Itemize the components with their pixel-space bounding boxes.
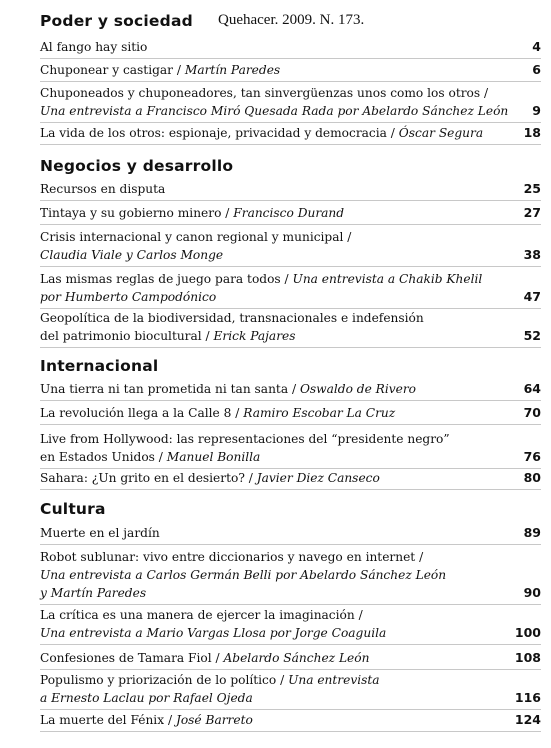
page-number: 80 (523, 470, 541, 485)
entry-author-text: Francisco Durand (233, 206, 345, 220)
toc-entry[interactable] (40, 548, 541, 602)
toc-entry[interactable] (40, 649, 541, 667)
entry-title-text: La muerte del Fénix / (40, 713, 176, 727)
section-title: Cultura (40, 500, 106, 518)
entry-divider (40, 604, 541, 605)
page-number: 47 (523, 289, 541, 304)
entry-line (40, 404, 541, 422)
entry-title-text: Recursos en disputa (40, 182, 166, 196)
entry-divider (40, 81, 541, 82)
entry-author-text: Javier Diez Canseco (256, 471, 380, 485)
entry-line (40, 102, 541, 120)
entry-line (40, 430, 541, 448)
entry-line (40, 524, 541, 542)
toc-entry[interactable] (40, 430, 541, 466)
entry-line (40, 671, 541, 689)
toc-entry[interactable] (40, 606, 541, 642)
entry-line (40, 624, 541, 642)
entry-title-text: Tintaya y su gobierno minero / (40, 206, 234, 220)
entry-line (40, 380, 541, 398)
toc-entry[interactable] (40, 524, 541, 542)
entry-line (40, 327, 541, 345)
entry-author-text: Claudia Viale y Carlos Monge (40, 248, 224, 262)
entry-divider (40, 544, 541, 545)
entry-divider (40, 669, 541, 670)
page-number: 124 (514, 712, 541, 727)
entry-line (40, 124, 541, 142)
entry-title-text: en Estados Unidos / (40, 450, 167, 464)
toc-entry[interactable] (40, 671, 541, 707)
section-title: Poder y sociedad (40, 12, 193, 30)
entry-line (40, 584, 541, 602)
entry-author-text: y Martín Paredes (40, 586, 147, 600)
toc-entry[interactable] (40, 380, 541, 398)
page-number: 6 (532, 62, 541, 77)
entry-line (40, 204, 541, 222)
section-title: Negocios y desarrollo (40, 157, 234, 175)
entry-title-text: Confesiones de Tamara Fiol / (40, 651, 224, 665)
entry-author-text: por Humberto Campodónico (40, 290, 217, 304)
entry-line (40, 309, 541, 327)
page-number: 38 (523, 247, 541, 262)
entry-divider (40, 731, 541, 732)
entry-author-text: Una entrevista a Carlos Germán Belli por Abelardo Sánchez León (40, 568, 447, 582)
entry-title-text: Las mismas reglas de juego para todos / (40, 272, 293, 286)
section-title: Internacional (40, 357, 159, 375)
toc-entry[interactable] (40, 38, 541, 56)
entry-divider (40, 347, 541, 348)
entry-author-text: Una entrevista (288, 673, 380, 687)
toc-entry[interactable] (40, 309, 541, 345)
page-number: 25 (523, 181, 541, 196)
entry-line (40, 270, 541, 288)
entry-author-text: Una entrevista a Mario Vargas Llosa por Jorge Coaguila (40, 626, 387, 640)
entry-title-text: La revolución llega a la Calle 8 / (40, 406, 244, 420)
page-number: 89 (523, 525, 541, 540)
entry-divider (40, 424, 541, 425)
page-number: 9 (532, 103, 541, 118)
page-number: 116 (514, 690, 541, 705)
entry-line (40, 566, 541, 584)
entry-line (40, 84, 541, 102)
entry-title-text: Robot sublunar: vivo entre diccionarios y navego en internet / (40, 550, 424, 564)
entry-author-text: Óscar Segura (398, 126, 484, 140)
entry-title-text: Muerte en el jardín (40, 526, 160, 540)
entry-title-text: Sahara: ¿Un grito en el desierto? / (40, 471, 257, 485)
entry-author-text: Oswaldo de Rivero (299, 382, 417, 396)
entry-line (40, 61, 541, 79)
entry-title-text: Chuponear y castigar / (40, 63, 185, 77)
toc-entry[interactable] (40, 711, 541, 729)
page-number: 76 (523, 449, 541, 464)
entry-line (40, 469, 541, 487)
entry-line (40, 38, 541, 56)
entry-title-text: Live from Hollywood: las representaciones del “presidente negro” (40, 432, 450, 446)
entry-line (40, 228, 541, 246)
entry-author-text: Una entrevista a Chakib Khelil (292, 272, 483, 286)
entry-line (40, 246, 541, 264)
page-number: 90 (523, 585, 541, 600)
page-number: 108 (514, 650, 541, 665)
entry-author-text: Erick Pajares (213, 329, 296, 343)
entry-divider (40, 122, 541, 123)
toc-entry[interactable] (40, 61, 541, 79)
entry-divider (40, 489, 541, 490)
entry-author-text: Manuel Bonilla (166, 450, 261, 464)
entry-title-text: Chuponeados y chuponeadores, tan sinvergüenzas unos como los otros / (40, 86, 489, 100)
toc-entry[interactable] (40, 270, 541, 306)
entry-title-text: La crítica es una manera de ejercer la imaginación / (40, 608, 363, 622)
page-number: 18 (523, 125, 541, 140)
entry-title-text: Populismo y priorización de lo político / (40, 673, 289, 687)
entry-line (40, 711, 541, 729)
entry-line (40, 606, 541, 624)
page-number: 4 (532, 39, 541, 54)
entry-divider (40, 224, 541, 225)
entry-author-text: Ramiro Escobar La Cruz (243, 406, 396, 420)
page-number: 100 (514, 625, 541, 640)
toc-entry[interactable] (40, 84, 541, 120)
entry-divider (40, 266, 541, 267)
entry-line (40, 649, 541, 667)
header-note: Quehacer. 2009. N. 173. (218, 12, 365, 28)
entry-author-text: Martín Paredes (184, 63, 281, 77)
page-number: 27 (523, 205, 541, 220)
toc-entry[interactable] (40, 404, 541, 422)
page-number: 52 (523, 328, 541, 343)
entry-author-text: Una entrevista a Francisco Miró Quesada Rada por Abelardo Sánchez León (40, 104, 509, 118)
entry-divider (40, 400, 541, 401)
entry-divider (40, 709, 541, 710)
entry-line (40, 689, 541, 707)
entry-title-text: La vida de los otros: espionaje, privacidad y democracia / (40, 126, 399, 140)
page-number: 64 (523, 381, 541, 396)
toc-entry[interactable] (40, 228, 541, 264)
entry-line (40, 448, 541, 466)
entry-line (40, 548, 541, 566)
entry-line (40, 288, 541, 306)
entry-divider (40, 144, 541, 145)
entry-divider (40, 58, 541, 59)
entry-line (40, 180, 541, 198)
entry-title-text: Al fango hay sitio (40, 40, 148, 54)
entry-author-text: Abelardo Sánchez León (223, 651, 370, 665)
entry-title-text: Una tierra ni tan prometida ni tan santa / (40, 382, 300, 396)
toc-entry[interactable] (40, 180, 541, 198)
toc-entry[interactable] (40, 469, 541, 487)
entry-divider (40, 644, 541, 645)
entry-title-text: Crisis internacional y canon regional y municipal / (40, 230, 352, 244)
entry-author-text: José Barreto (175, 713, 253, 727)
toc-entry[interactable] (40, 204, 541, 222)
entry-divider (40, 200, 541, 201)
entry-title-text: Geopolítica de la biodiversidad, transnacionales e indefensión (40, 311, 424, 325)
entry-author-text: a Ernesto Laclau por Rafael Ojeda (40, 691, 253, 705)
toc-entry[interactable] (40, 124, 541, 142)
page-number: 70 (523, 405, 541, 420)
entry-title-text: del patrimonio biocultural / (40, 329, 214, 343)
